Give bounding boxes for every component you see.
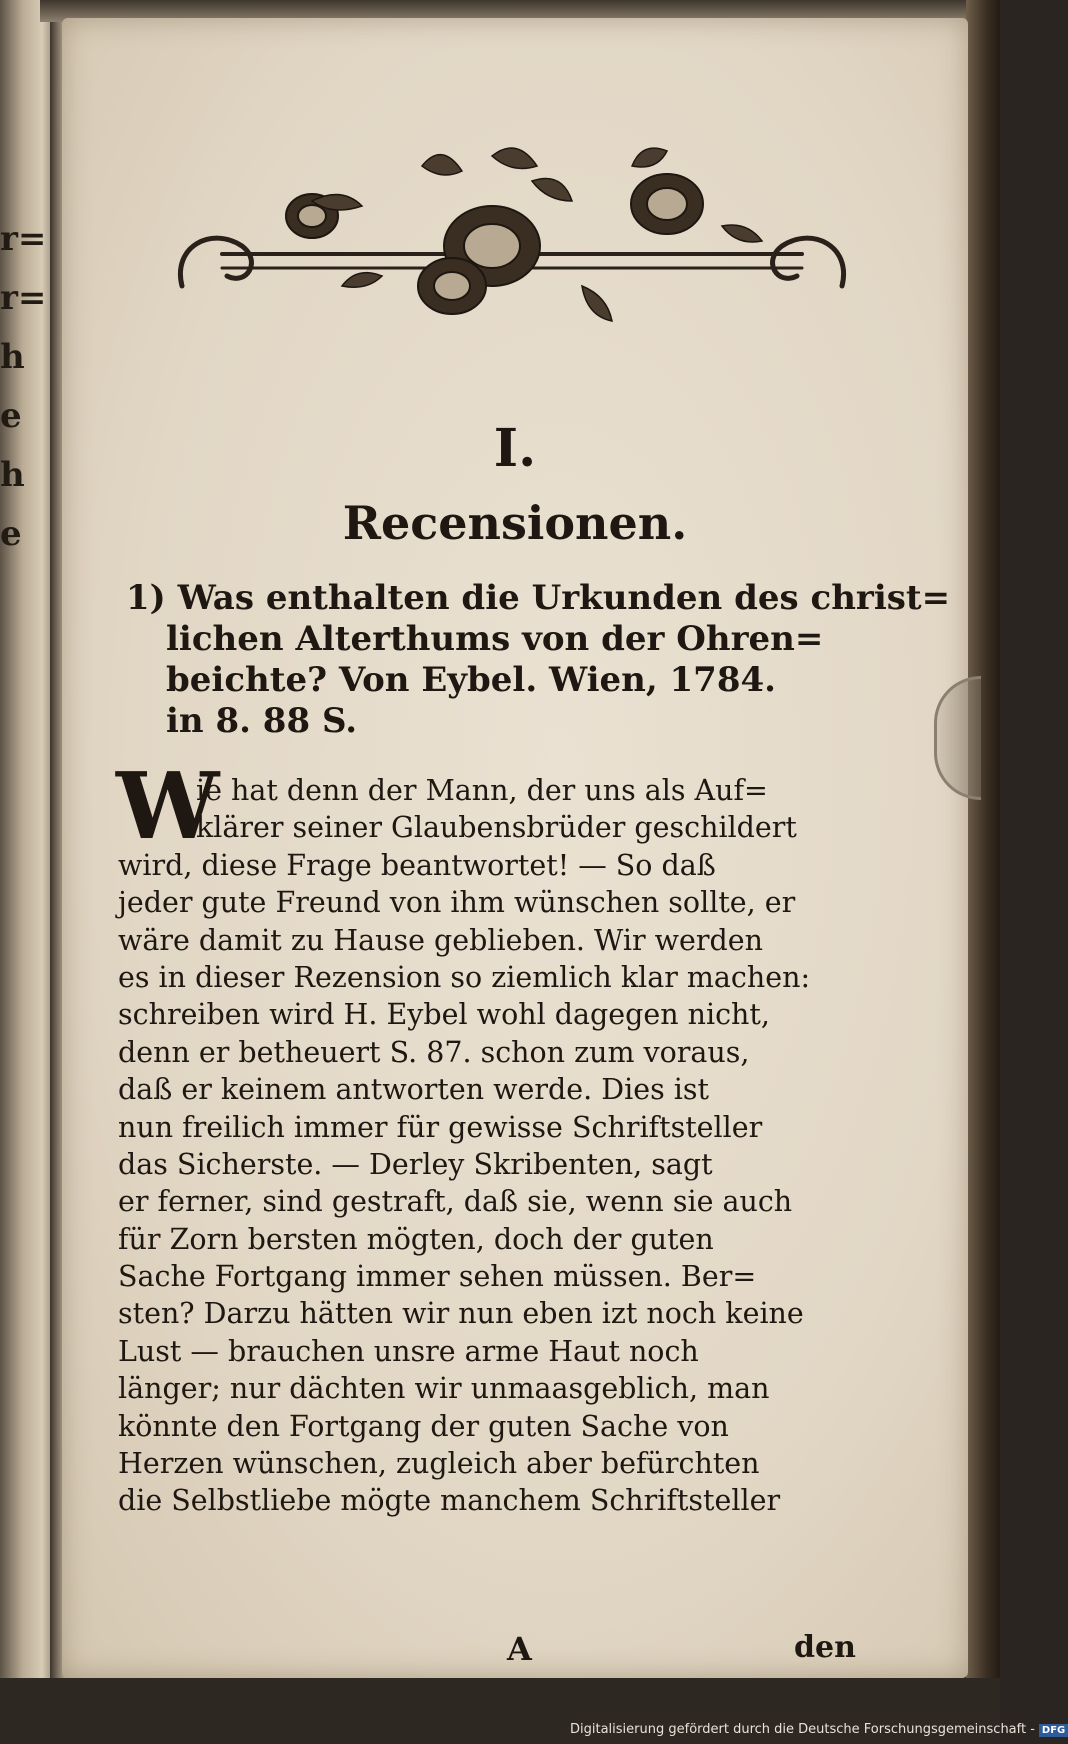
left-fragment-line: h [0,337,25,377]
left-fragment-line: r= [0,219,47,259]
body-line: die Selbstliebe mögte manchem Schriftsteller [118,1484,781,1518]
review-item-title [126,578,951,742]
body-line: jeder gute Freund von ihm wünschen sollte, er [118,886,796,920]
body-line: Herzen wünschen, zugleich aber befürchten [118,1447,760,1481]
body-line: Lust — brauchen unsre arme Haut noch [118,1334,699,1368]
body-line: sten? Darzu hätten wir nun eben izt noch keine [118,1297,804,1331]
floral-vignette-ornament [162,136,862,326]
body-line: das Sicherste. — Derley Skribenten, sagt [118,1147,713,1181]
body-line: wäre damit zu Hause geblieben. Wir werden [118,923,763,957]
body-line: könnte den Fortgang der guten Sache von [118,1409,729,1443]
body-line: länger; nur dächten wir unmaasgeblich, man [118,1372,770,1406]
review-title-line: 1) Was enthalten die Urkunden des christ= [126,578,951,618]
digitization-credit [570,1722,1066,1737]
body-line: denn er betheuert S. 87. schon zum voraus, [118,1035,750,1069]
catchword: den [794,1630,856,1665]
book-cover-edge [966,0,1000,1744]
review-title-line: beichte? Von Eybel. Wien, 1784. [166,660,776,700]
review-title-line: lichen Alterthums von der Ohren= [166,619,824,659]
left-fragment-line: e [0,396,22,436]
body-line: klärer seiner Glaubensbrüder geschildert [196,811,797,845]
left-fragment-line: r= [0,278,47,318]
section-number: I. [493,418,537,479]
drop-cap: W [116,752,220,860]
left-fragment-line: e [0,514,22,554]
dfg-logo: DFG [1039,1724,1068,1737]
credit-text: Digitalisierung gefördert durch die Deutsche Forschungsgemeinschaft - [570,1722,1035,1737]
book-page [62,18,968,1678]
body-line: für Zorn bersten mögten, doch der guten [118,1222,714,1256]
body-line: nun freilich immer für gewisse Schriftsteller [118,1110,763,1144]
left-page-fragment [0,210,50,564]
body-line: wird, diese Frage beantwortet! — So daß [118,848,716,882]
body-line: ie hat denn der Mann, der uns als Auf= [196,774,768,807]
section-title: Recensionen. [342,496,688,550]
signature-mark: A [507,1630,532,1668]
review-title-line: in 8. 88 S. [166,701,358,741]
body-line: Sache Fortgang immer sehen müssen. Ber= [118,1260,757,1294]
body-line: schreiben wird H. Eybel wohl dagegen nicht, [118,998,770,1032]
body-line: es in dieser Rezension so ziemlich klar machen: [118,960,811,994]
left-fragment-line: h [0,455,25,495]
body-line: daß er keinem antworten werde. Dies ist [118,1073,709,1107]
body-paragraph [118,772,868,1520]
body-line: er ferner, sind gestraft, daß sie, wenn sie auch [118,1185,793,1219]
